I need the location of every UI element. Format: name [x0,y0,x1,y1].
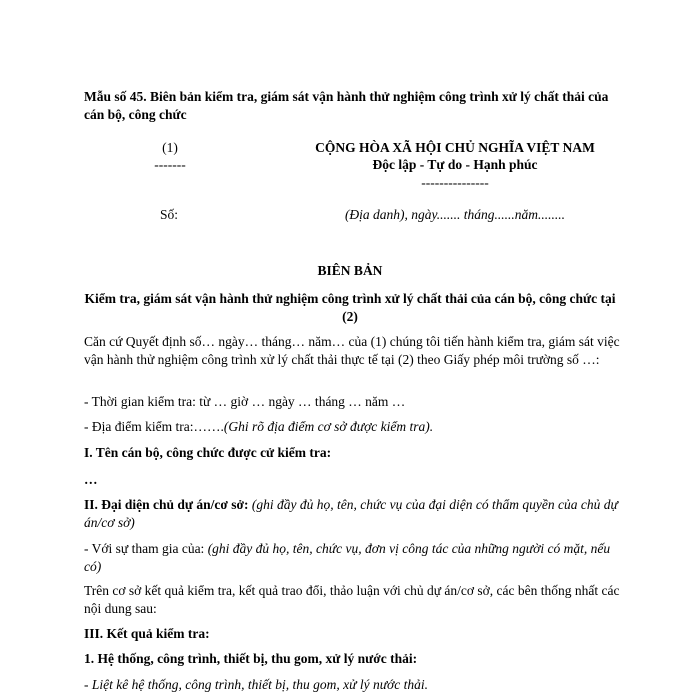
agency-placeholder: (1) [162,140,178,155]
section-2-hint: (ghi đầy đủ họ, tên, chức vụ của đại diện có thẩm quyền của chủ dự án/cơ sở) [84,497,618,530]
country-name: CỘNG HÒA XÃ HỘI CHỦ NGHĨA VIỆT NAM [315,140,595,155]
intro-paragraph: Căn cứ Quyết định số… ngày… tháng… năm… của (1) chúng tôi tiến hành kiểm tra, giám sát việc vận hành thử nghiệm công trình xử lý chất thải thực tế tại (2) theo Giấy phép môi trường số …: [84,334,620,367]
document-number-label: Số: [160,207,179,222]
section-3-title: III. Kết quả kiểm tra: [84,626,210,641]
national-motto: Độc lập - Tự do - Hạnh phúc [372,157,538,172]
form-title: Mẫu số 45. Biên bản kiểm tra, giám sát vận hành thử nghiệm công trình xử lý chất thải của cán bộ, công chức [84,89,609,122]
location-label: - Địa điểm kiểm tra:……. [84,419,224,434]
location-hint: (Ghi rõ địa điểm cơ sở được kiểm tra). [223,419,434,434]
section-2 [84,496,624,532]
subsection-1-item: - Liệt kê hệ thống, công trình, thiết bị, thu gom, xử lý nước thải. [84,677,428,692]
inspection-location [84,418,624,436]
participants-hint: (ghi đầy đủ họ, tên, chức vụ, đơn vị công tác của những người có mặt, nếu có) [84,541,611,574]
participants-label: - Với sự tham gia của: [84,541,205,556]
right-divider: --------------- [421,175,489,190]
subsection-1-title: 1. Hệ thống, công trình, thiết bị, thu gom, xử lý nước thải: [84,651,418,666]
section-2-title: II. Đại diện chủ dự án/cơ sở: [84,497,249,512]
inspection-time: - Thời gian kiểm tra: từ … giờ … ngày … tháng … năm … [84,394,406,409]
document-heading: BIÊN BẢN [317,263,383,278]
left-divider: ------- [154,157,186,172]
participants [84,540,624,576]
section-1-title: I. Tên cán bộ, công chức được cử kiểm tra: [84,445,332,460]
section-1-content: … [84,472,98,487]
place-date-line: (Địa danh), ngày....... tháng......năm........ [344,207,566,222]
document-subheading: Kiểm tra, giám sát vận hành thử nghiệm công trình xử lý chất thải của cán bộ, công chức tại (2) [84,291,616,324]
agreement-paragraph: Trên cơ sở kết quả kiểm tra, kết quả trao đổi, thảo luận với chủ dự án/cơ sở, các bên thống nhất các nội dung sau: [84,583,620,616]
